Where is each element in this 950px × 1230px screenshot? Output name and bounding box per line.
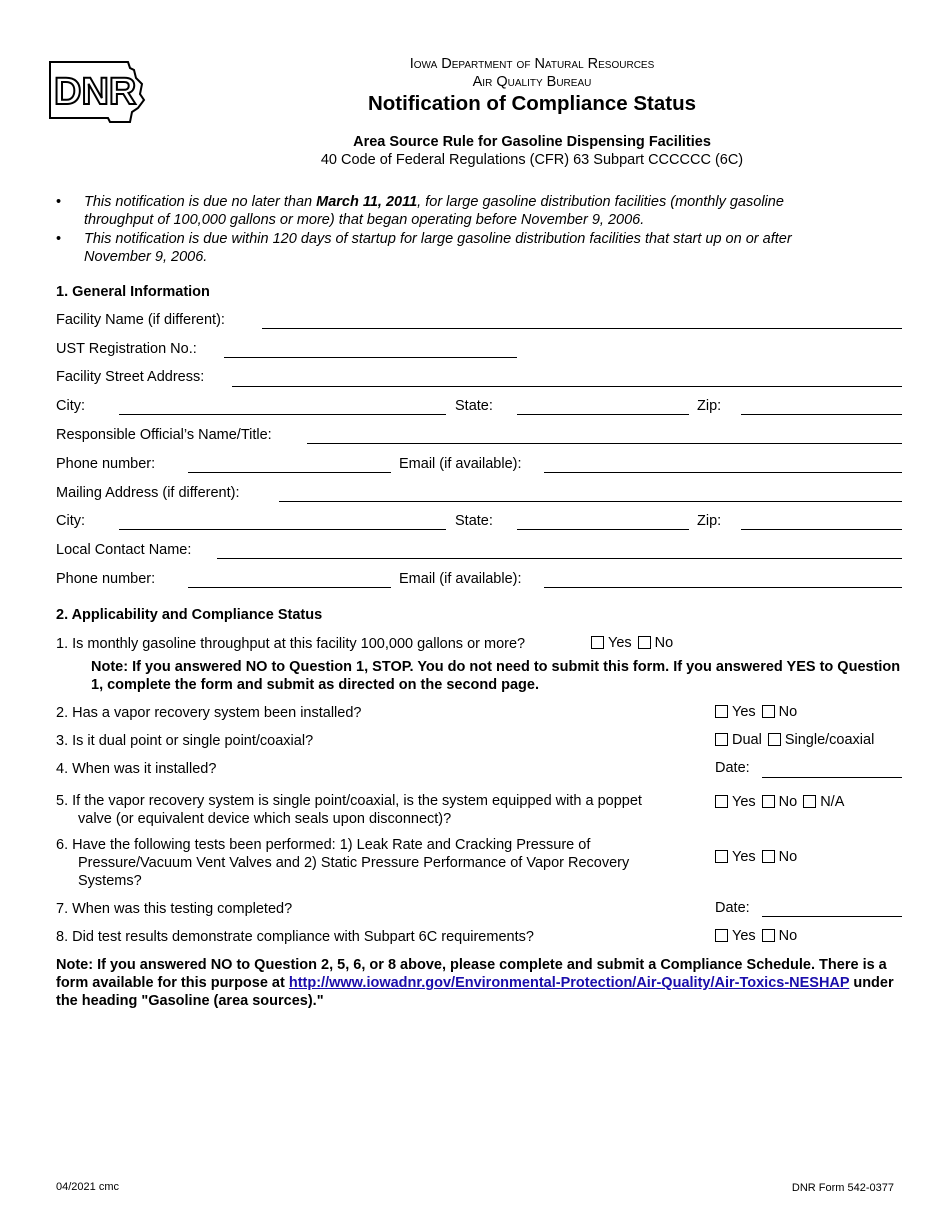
q8-no-checkbox[interactable] bbox=[762, 929, 775, 942]
state-label: State: bbox=[455, 398, 493, 414]
mailing-state-field[interactable] bbox=[517, 529, 689, 530]
local-contact-label: Local Contact Name: bbox=[56, 542, 192, 558]
state-field[interactable] bbox=[517, 414, 689, 415]
bureau-name: Air Quality Bureau bbox=[472, 74, 592, 90]
question-3: 3. Is it dual point or single point/coaxial? bbox=[56, 733, 314, 749]
q6-yes-checkbox[interactable] bbox=[715, 850, 728, 863]
phone-label: Phone number: bbox=[56, 456, 156, 472]
q1-options: Yes No bbox=[591, 635, 673, 651]
email-label: Email (if available): bbox=[399, 456, 522, 472]
page-subtitle: Area Source Rule for Gasoline Dispensing Facilities bbox=[353, 134, 711, 150]
q7-date-label: Date: bbox=[715, 900, 750, 916]
street-field[interactable] bbox=[232, 386, 902, 387]
official-field[interactable] bbox=[307, 443, 902, 444]
question-6: 6. Have the following tests been performed: 1) Leak Rate and Cracking Pressure of Pressure/Vacuum Vent Valves and 2) Static Pressure Performance of Vapor Recovery Systems? bbox=[56, 837, 630, 889]
question-8: 8. Did test results demonstrate compliance with Subpart 6C requirements? bbox=[56, 929, 534, 945]
phone-field[interactable] bbox=[188, 472, 391, 473]
revision-date: 04/2021 cmc bbox=[56, 1181, 119, 1193]
q3-single-checkbox[interactable] bbox=[768, 733, 781, 746]
page-title: Notification of Compliance Status bbox=[367, 92, 697, 115]
mailing-zip-field[interactable] bbox=[741, 529, 902, 530]
contact-email-label: Email (if available): bbox=[399, 571, 522, 587]
question-1: 1. Is monthly gasoline throughput at this facility 100,000 gallons or more? bbox=[56, 636, 526, 652]
logo-text: DNR bbox=[54, 71, 137, 113]
dnr-logo bbox=[46, 56, 148, 126]
street-label: Facility Street Address: bbox=[56, 369, 205, 385]
local-contact-field[interactable] bbox=[217, 558, 902, 559]
due-date-notes bbox=[56, 193, 856, 266]
q7-date-field[interactable] bbox=[762, 916, 902, 917]
question-7: 7. When was this testing completed? bbox=[56, 901, 293, 917]
zip-field[interactable] bbox=[741, 414, 902, 415]
official-label: Responsible Official’s Name/Title: bbox=[56, 427, 272, 443]
compliance-schedule-note: Note: If you answered NO to Question 2, 5, 6, or 8 above, please complete and submit a Compliance Schedule. There is a form available for this purpose at http://www.iowadnr.gov/Environmental-Protection/Air-Quality/Air-Toxics-NESHAP under the heading "Gasoline (area sources)." bbox=[56, 957, 894, 1009]
q3-dual-checkbox[interactable] bbox=[715, 733, 728, 746]
q6-options: Yes No bbox=[715, 849, 797, 865]
question-4: 4. When was it installed? bbox=[56, 761, 217, 777]
q1-no-checkbox[interactable] bbox=[638, 636, 651, 649]
agency-name: Iowa Department of Natural Resources bbox=[409, 56, 655, 72]
bullet-item: • This notification is due within 120 days of startup for large gasoline distribution facilities that start up on or after November 9, 2006. bbox=[56, 231, 792, 265]
q5-no-checkbox[interactable] bbox=[762, 795, 775, 808]
q5-yes-checkbox[interactable] bbox=[715, 795, 728, 808]
mailing-field[interactable] bbox=[279, 501, 902, 502]
q1-yes-checkbox[interactable] bbox=[591, 636, 604, 649]
q5-options: Yes No N/A bbox=[715, 794, 844, 810]
q2-yes-checkbox[interactable] bbox=[715, 705, 728, 718]
contact-phone-label: Phone number: bbox=[56, 571, 156, 587]
q8-options: Yes No bbox=[715, 928, 797, 944]
mailing-label: Mailing Address (if different): bbox=[56, 485, 240, 501]
section-general-heading: 1. General Information bbox=[56, 284, 210, 300]
q3-options: Dual Single/coaxial bbox=[715, 732, 874, 748]
city-field[interactable] bbox=[119, 414, 446, 415]
email-field[interactable] bbox=[544, 472, 902, 473]
q5-na-checkbox[interactable] bbox=[803, 795, 816, 808]
bullet-item: • This notification is due no later than March 11, 2011, for large gasoline distribution facilities (monthly gasoline throughput of 100,000 gallons or more) that began operating before November 9, 2006. bbox=[56, 194, 784, 228]
ust-field[interactable] bbox=[224, 357, 517, 358]
section-applicability-heading: 2. Applicability and Compliance Status bbox=[56, 607, 323, 623]
q2-no-checkbox[interactable] bbox=[762, 705, 775, 718]
q6-no-checkbox[interactable] bbox=[762, 850, 775, 863]
contact-phone-field[interactable] bbox=[188, 587, 391, 588]
ust-label: UST Registration No.: bbox=[56, 341, 197, 357]
q8-yes-checkbox[interactable] bbox=[715, 929, 728, 942]
city-label: City: bbox=[56, 398, 85, 414]
zip-label: Zip: bbox=[697, 398, 722, 414]
mailing-state-label: State: bbox=[455, 513, 493, 529]
regulation-citation: 40 Code of Federal Regulations (CFR) 63 Subpart CCCCCC (6C) bbox=[320, 152, 744, 168]
facility-name-label: Facility Name (if different): bbox=[56, 312, 225, 328]
q2-options: Yes No bbox=[715, 704, 797, 720]
q4-date-field[interactable] bbox=[762, 777, 902, 778]
mailing-city-field[interactable] bbox=[119, 529, 446, 530]
neshap-link[interactable]: http://www.iowadnr.gov/Environmental-Protection/Air-Quality/Air-Toxics-NESHAP bbox=[288, 975, 850, 991]
mailing-zip-label: Zip: bbox=[697, 513, 722, 529]
facility-name-field[interactable] bbox=[262, 328, 902, 329]
contact-email-field[interactable] bbox=[544, 587, 902, 588]
question-2: 2. Has a vapor recovery system been installed? bbox=[56, 705, 362, 721]
question-5: 5. If the vapor recovery system is single point/coaxial, is the system equipped with a poppet valve (or equivalent device which seals upon disconnect)? bbox=[56, 793, 642, 827]
question-1-note: Note: If you answered NO to Question 1, STOP. You do not need to submit this form. If you answered YES to Question 1, complete the form and submit as directed on the second page. bbox=[91, 659, 901, 693]
mailing-city-label: City: bbox=[56, 513, 85, 529]
q4-date-label: Date: bbox=[715, 760, 750, 776]
form-number: DNR Form 542-0377 bbox=[791, 1182, 894, 1194]
